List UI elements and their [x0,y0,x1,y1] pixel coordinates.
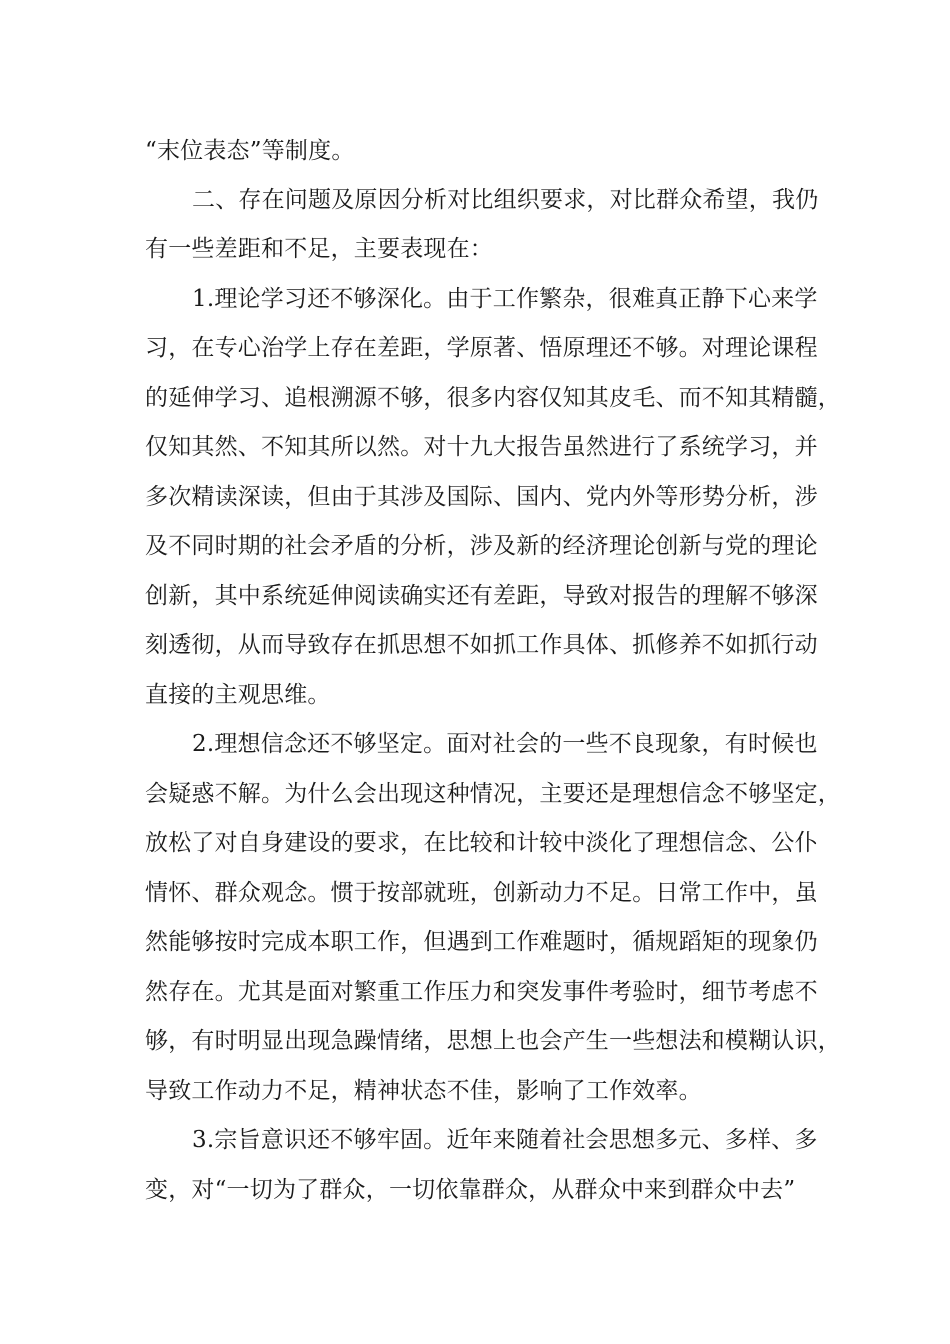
text-line-1: “末位表态”等制度。 [145,138,355,164]
text-line-20: 导致工作动力不足，精神状态不佳，影响了工作效率。 [145,1078,702,1104]
text-line-7: 仅知其然、不知其所以然。对十九大报告虽然进行了系统学习，并 [145,434,818,460]
text-line-19: 够，有时明显出现急躁情绪，思想上也会产生一些想法和模糊认识， [145,1028,841,1054]
text-line-8: 多次精读深读，但由于其涉及国际、国内、党内外等形势分析，涉 [145,484,818,510]
text-line-9: 及不同时期的社会矛盾的分析，涉及新的经济理论创新与党的理论 [145,533,818,559]
text-line-11: 刻透彻，从而导致存在抓思想不如抓工作具体、抓修养不如抓行动 [145,632,818,658]
text-line-22: 变，对“一切为了群众，一切依靠群众，从群众中来到群众中去” [145,1177,796,1203]
text-line-6: 的延伸学习、追根溯源不够，很多内容仅知其皮毛、而不知其精髓， [145,385,841,411]
text-line-5: 习，在专心治学上存在差距，学原著、悟原理还不够。对理论课程 [145,335,818,361]
text-line-12: 直接的主观思维。 [145,682,331,708]
text-line-17: 然能够按时完成本职工作，但遇到工作难题时，循规蹈矩的现象仍 [145,929,818,955]
paragraph-1-heading-line: 1.理论学习还不够深化。由于工作繁杂，很难真正静下心来学 [192,286,818,312]
text-line-10: 创新，其中系统延伸阅读确实还有差距，导致对报告的理解不够深 [145,583,818,609]
text-line-18: 然存在。尤其是面对繁重工作压力和突发事件考验时，细节考虑不 [145,979,818,1005]
paragraph-3-heading-line: 3.宗旨意识还不够牢固。近年来随着社会思想多元、多样、多 [192,1127,818,1153]
paragraph-2-heading-line: 2.理想信念还不够坚定。面对社会的一些不良现象，有时候也 [192,731,818,757]
text-line-3: 有一些差距和不足，主要表现在： [145,236,493,262]
text-line-16: 情怀、群众观念。惯于按部就班，创新动力不足。日常工作中，虽 [145,880,818,906]
text-line-14: 会疑惑不解。为什么会出现这种情况，主要还是理想信念不够坚定， [145,781,841,807]
text-line-15: 放松了对自身建设的要求，在比较和计较中淡化了理想信念、公仆 [145,830,818,856]
section-heading-problems: 二、存在问题及原因分析对比组织要求，对比群众希望，我仍 [192,187,819,213]
